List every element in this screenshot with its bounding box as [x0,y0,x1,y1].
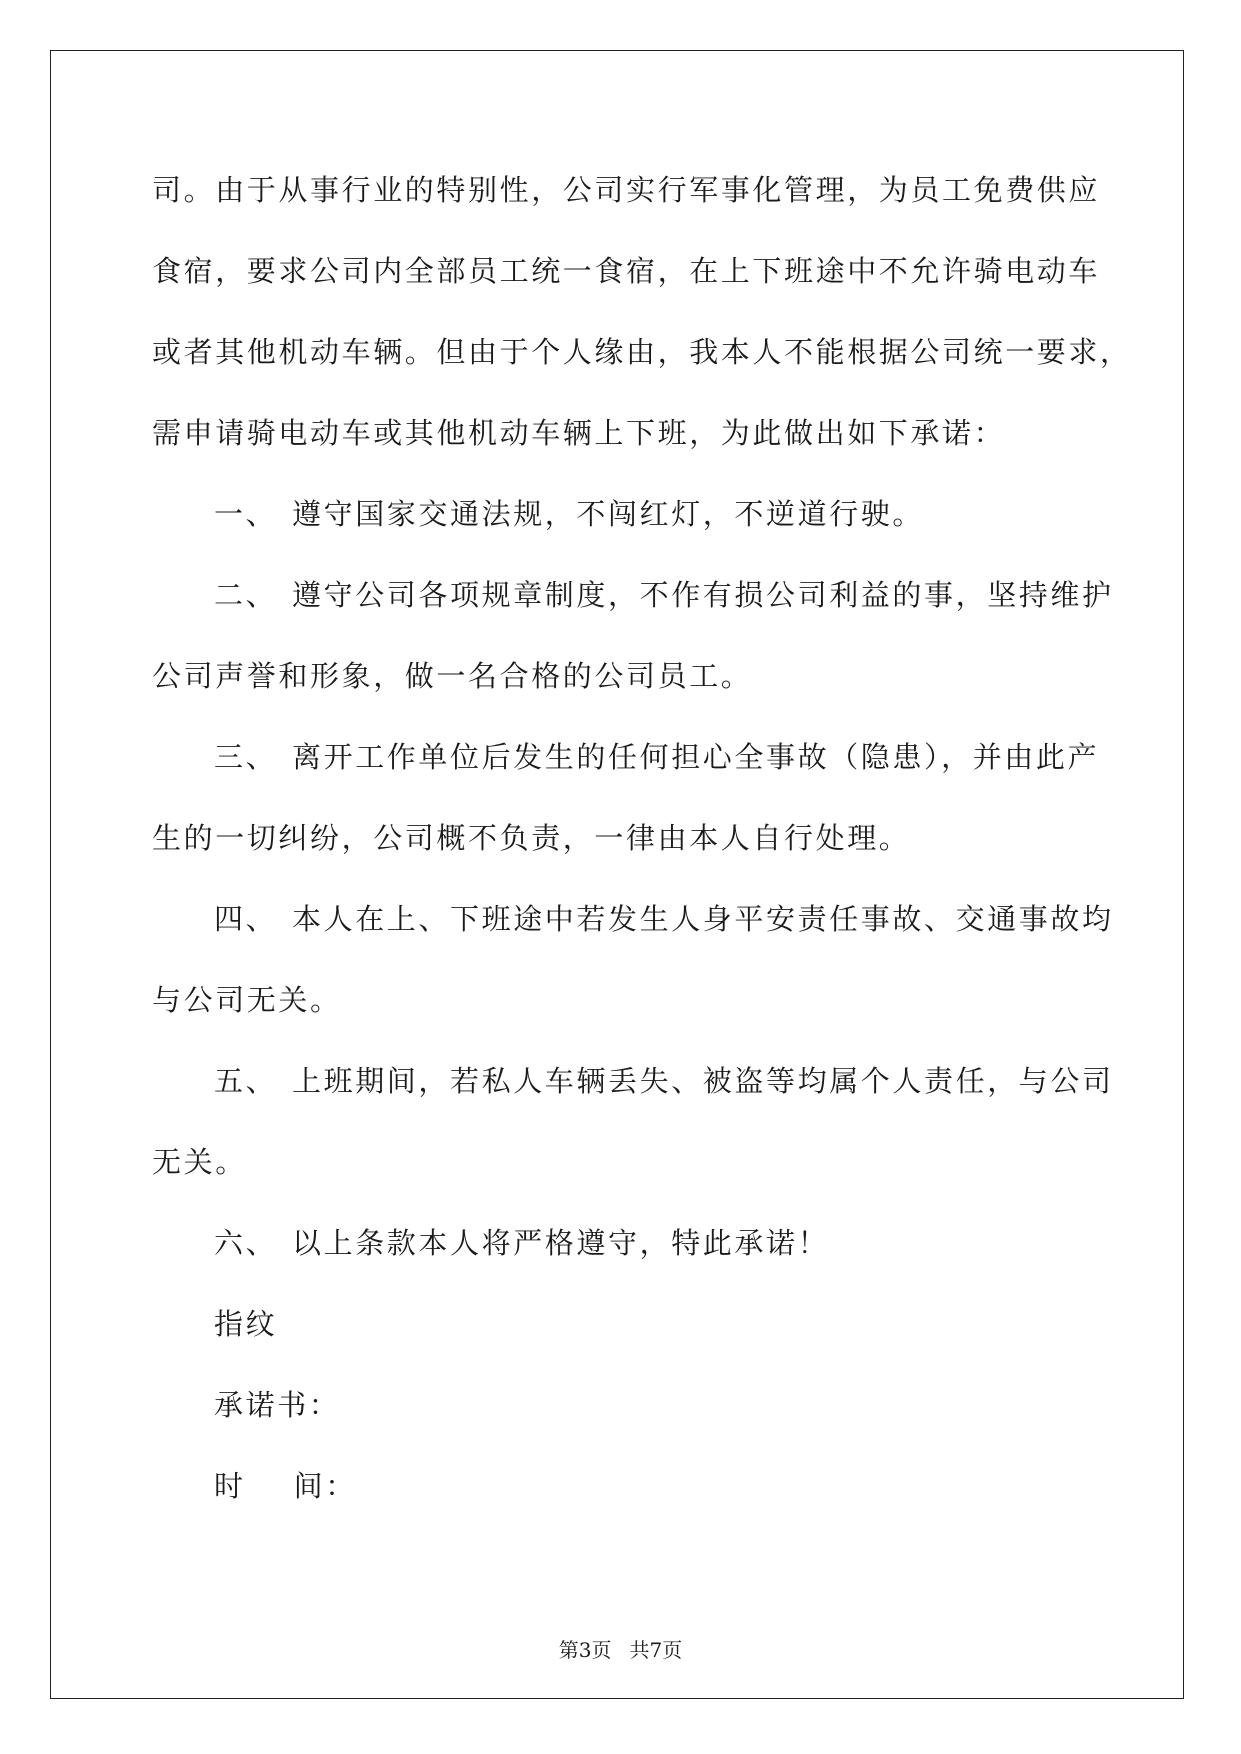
clause-number: 六、 [214,1226,278,1260]
clause-3 [152,717,1100,798]
page-number: 第3页 [558,1638,612,1662]
time-label-part1: 时 [214,1469,246,1503]
page-total: 共7页 [629,1638,683,1662]
clause-2 [152,555,1114,636]
time-label-part2: 间： [293,1469,357,1503]
clause-6 [152,1203,1092,1284]
clause-continuation: 公司声誉和形象，做一名合格的公司员工。 [152,659,753,693]
body-line: 司。由于从事行业的特别性，公司实行军事化管理，为员工免费供应 [152,173,1101,207]
clause-continuation: 生的一切纠纷，公司概不负责，一律由本人自行处理。 [152,821,911,855]
clause-continuation: 无关。 [152,1145,247,1179]
clause-continuation: 与公司无关。 [152,983,342,1017]
clause-number: 一、 [214,497,278,531]
clause-number: 五、 [214,1064,278,1098]
time-label [152,1446,1092,1527]
clause-text: 离开工作单位后发生的任何担心全事故（隐患），并由此产 [292,740,1100,774]
body-line: 或者其他机动车辆。但由于个人缘由，我本人不能根据公司统一要求， [152,335,1132,369]
fingerprint-label: 指纹 [214,1307,278,1341]
page-footer [0,1634,1241,1663]
clause-text: 以上条款本人将严格遵守，特此承诺！ [292,1226,830,1260]
clause-text: 遵守公司各项规章制度，不作有损公司利益的事，坚持维护 [292,578,1114,612]
clause-text: 上班期间，若私人车辆丢失、被盗等均属个人责任，与公司 [292,1064,1114,1098]
clause-number: 四、 [214,902,278,936]
promisor-label: 承诺书： [214,1388,341,1422]
clause-number: 二、 [214,578,278,612]
clause-1 [152,474,1092,555]
clause-text: 本人在上、下班途中若发生人身平安责任事故、交通事故均 [292,902,1114,936]
clause-5 [152,1041,1114,1122]
document-body [152,150,1132,1527]
clause-number: 三、 [214,740,278,774]
clause-text: 遵守国家交通法规，不闯红灯，不逆道行驶。 [292,497,925,531]
body-line: 需申请骑电动车或其他机动车辆上下班，为此做出如下承诺： [152,416,1006,450]
clause-4 [152,879,1114,960]
body-line: 食宿，要求公司内全部员工统一食宿，在上下班途中不允许骑电动车 [152,254,1101,288]
